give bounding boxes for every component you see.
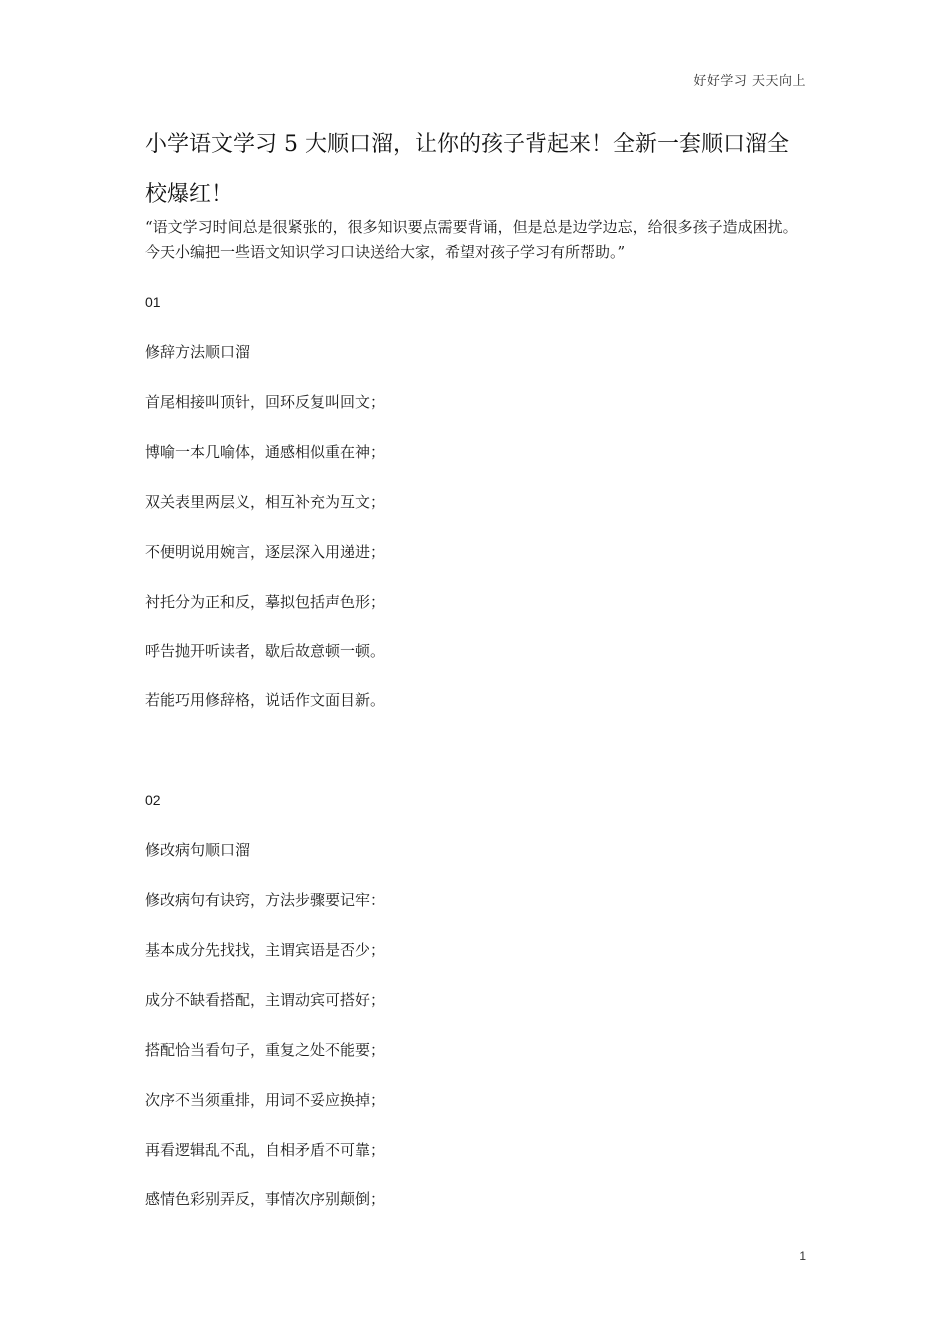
section-number: 01 bbox=[145, 294, 161, 310]
intro-paragraph: “语文学习时间总是很紧张的，很多知识要点需要背诵，但是总是边学边忘，给很多孩子造成困扰。今天小编把一些语文知识学习口诀送给大家，希望对孩子学习有所帮助。” bbox=[145, 218, 798, 261]
verse-line: 次序不当须重排，用词不妥应换掉； bbox=[145, 1091, 386, 1109]
verse-line: 修改病句有诀窍，方法步骤要记牢： bbox=[145, 891, 386, 909]
section-heading: 修辞方法顺口溜 bbox=[145, 343, 251, 361]
verse-line: 基本成分先找找，主谓宾语是否少； bbox=[145, 941, 386, 959]
verse-line: 博喻一本几喻体，通感相似重在神； bbox=[145, 443, 386, 461]
verse-line: 呼告抛开听读者，歇后故意顿一顿。 bbox=[145, 642, 386, 660]
verse-line: 双关表里两层义，相互补充为互文； bbox=[145, 493, 386, 511]
section-heading: 修改病句顺口溜 bbox=[145, 841, 251, 859]
page-number: 1 bbox=[799, 1249, 806, 1263]
header-tagline: 好好学习 天天向上 bbox=[693, 74, 806, 89]
verse-line: 搭配恰当看句子，重复之处不能要； bbox=[145, 1041, 386, 1059]
verse-line: 成分不缺看搭配，主谓动宾可搭好； bbox=[145, 991, 386, 1009]
page-title: 小学语文学习 5 大顺口溜，让你的孩子背起来！全新一套顺口溜全校爆红！ bbox=[145, 132, 789, 207]
verse-line: 若能巧用修辞格，说话作文面目新。 bbox=[145, 691, 386, 709]
verse-line: 首尾相接叫顶针，回环反复叫回文； bbox=[145, 393, 386, 411]
verse-line: 不便明说用婉言，逐层深入用递进； bbox=[145, 543, 386, 561]
verse-line: 再看逻辑乱不乱，自相矛盾不可靠； bbox=[145, 1141, 386, 1159]
verse-line: 衬托分为正和反，摹拟包括声色形； bbox=[145, 593, 386, 611]
section-number: 02 bbox=[145, 792, 161, 808]
verse-line: 感情色彩别弄反，事情次序别颠倒； bbox=[145, 1190, 386, 1208]
